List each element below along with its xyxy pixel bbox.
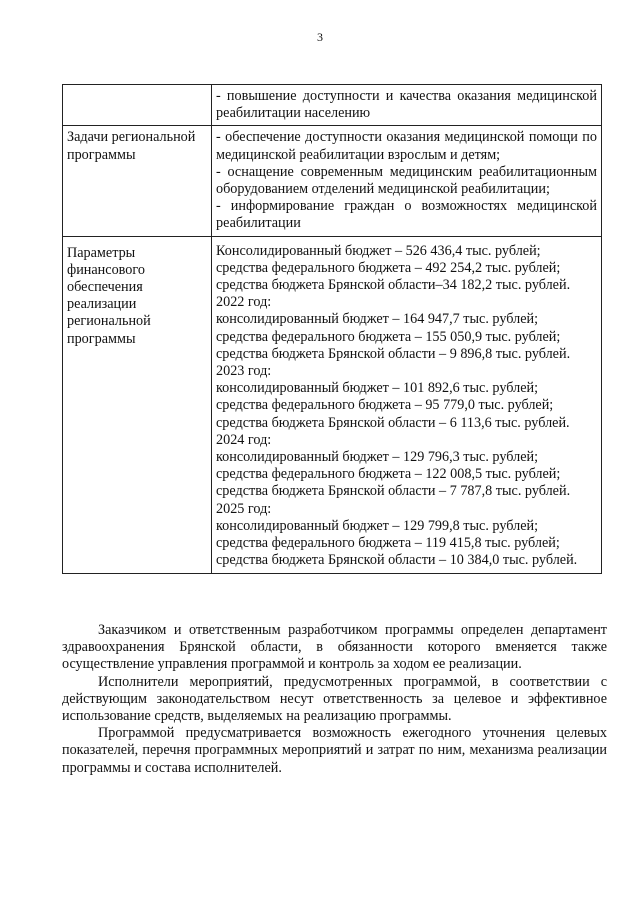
table-row-financing [63,236,602,574]
row-content [212,126,602,236]
row-label: Задачи региональной программы [63,126,212,236]
content-line: средства бюджета Брянской области – 6 113,6 тыс. рублей. [216,414,570,431]
content-line: 2024 год: [216,431,272,448]
row-label [63,85,212,126]
content-line: консолидированный бюджет – 129 796,3 тыс. рублей; [216,449,539,466]
content-line: средства бюджета Брянской области – 10 384,0 тыс. рублей. [216,552,578,569]
content-line: - информирование граждан о возможностях медицинской реабилитации [216,198,597,232]
content-line: консолидированный бюджет – 101 892,6 тыс. рублей; [216,380,539,397]
row-label: Параметры финансового обеспечения реализации региональной программы [63,236,212,574]
content-line: средства федерального бюджета – 95 779,0 тыс. рублей; [216,397,554,414]
content-line: 2025 год: [216,500,272,517]
content-line: консолидированный бюджет – 129 799,8 тыс. рублей; [216,517,539,534]
content-line: средства федерального бюджета – 122 008,5 тыс. рублей; [216,466,561,483]
content-line: - повышение доступности и качества оказания медицинской реабилитации населению [216,88,597,122]
content-line: средства бюджета Брянской области – 9 896,8 тыс. рублей. [216,345,571,362]
content-line: средства федерального бюджета – 119 415,8 тыс. рублей; [216,535,560,552]
row-content [212,236,602,574]
content-line: средства бюджета Брянской области–34 182,2 тыс. рублей. [216,277,571,294]
row-content [212,85,602,126]
paragraph: Программой предусматривается возможность ежегодного уточнения целевых показателей, перечня программных мероприятий и затрат по ним, механизма реализации программы и состава исполнителей. [62,725,607,776]
page-number: 3 [317,30,323,44]
content-line: консолидированный бюджет – 164 947,7 тыс. рублей; [216,311,539,328]
content-line: 2022 год: [216,294,272,311]
content-line: - оснащение современным медицинским реабилитационным оборудованием отделений медицинской реабилитации; [216,163,597,198]
paragraph: Заказчиком и ответственным разработчиком программы определен департамент здравоохранения Брянской области, в обязанности которого вменяется также осуществление управления программой и контроль за ходом ее реализации. [62,622,607,673]
content-line: средства бюджета Брянской области – 7 787,8 тыс. рублей. [216,483,571,500]
content-line: средства федерального бюджета – 155 050,9 тыс. рублей; [216,328,561,345]
paragraph: Исполнители мероприятий, предусмотренных программой, в соответствии с действующим законодательством несут ответственность за целевое и эффективное использование средств, выделяемых на реализацию программы. [62,673,607,725]
content-line: средства федерального бюджета – 492 254,2 тыс. рублей; [216,259,561,276]
table-row-tasks [63,126,602,236]
content-line: Консолидированный бюджет – 526 436,4 тыс. рублей; [216,242,541,259]
content-line: - обеспечение доступности оказания медицинской помощи по медицинской реабилитации взрослым и детям; [216,129,597,163]
table-row-goal [63,85,602,126]
program-passport-table [62,84,602,574]
content-line: 2023 год: [216,363,272,380]
body-text [62,622,607,777]
